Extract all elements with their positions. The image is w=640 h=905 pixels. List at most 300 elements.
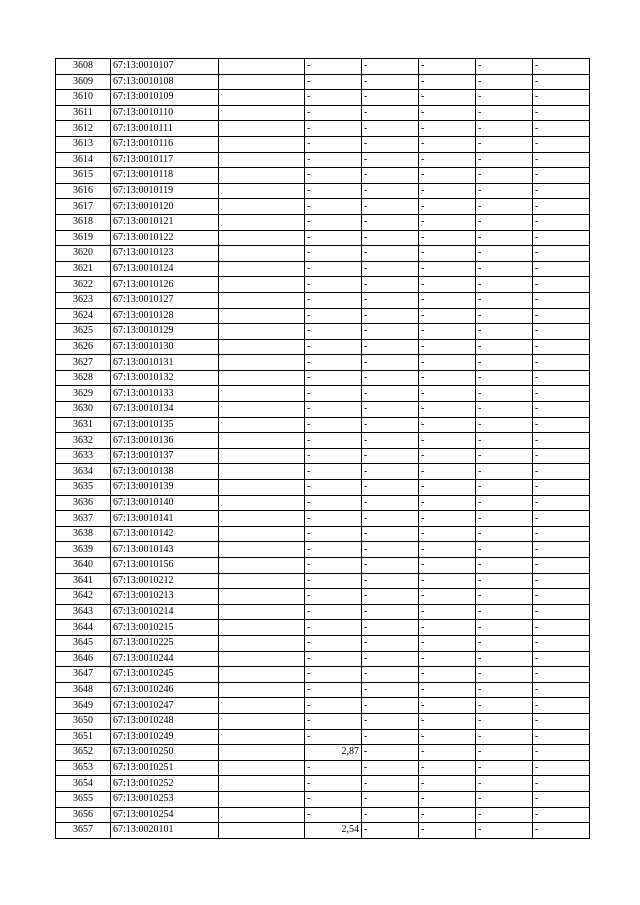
empty-cell xyxy=(219,729,305,745)
row-number-cell: 3639 xyxy=(56,542,111,558)
cadastral-number-cell: 67:13:0010107 xyxy=(111,59,219,75)
value-cell: - xyxy=(362,355,419,371)
table-row xyxy=(56,121,590,137)
value-cell: - xyxy=(533,136,590,152)
row-number-cell: 3638 xyxy=(56,526,111,542)
value-cell: - xyxy=(305,807,362,823)
value-cell: - xyxy=(419,713,476,729)
value-cell: - xyxy=(419,90,476,106)
row-number-cell: 3613 xyxy=(56,136,111,152)
value-cell: - xyxy=(362,183,419,199)
value-cell: - xyxy=(362,246,419,262)
empty-cell xyxy=(219,604,305,620)
row-number-cell: 3623 xyxy=(56,292,111,308)
value-cell: - xyxy=(533,760,590,776)
empty-cell xyxy=(219,433,305,449)
table-row xyxy=(56,573,590,589)
value-cell: - xyxy=(533,199,590,215)
value-cell: - xyxy=(305,791,362,807)
value-cell: - xyxy=(476,558,533,574)
empty-cell xyxy=(219,791,305,807)
value-cell: - xyxy=(305,713,362,729)
empty-cell xyxy=(219,59,305,75)
empty-cell xyxy=(219,417,305,433)
value-cell: - xyxy=(362,324,419,340)
row-number-cell: 3624 xyxy=(56,308,111,324)
value-cell: - xyxy=(362,620,419,636)
empty-cell xyxy=(219,90,305,106)
cadastral-number-cell: 67:13:0010254 xyxy=(111,807,219,823)
cadastral-number-cell: 67:13:0010108 xyxy=(111,74,219,90)
table-row xyxy=(56,511,590,527)
row-number-cell: 3637 xyxy=(56,511,111,527)
empty-cell xyxy=(219,386,305,402)
value-cell: - xyxy=(305,682,362,698)
value-cell: - xyxy=(476,433,533,449)
cadastral-number-cell: 67:13:0010247 xyxy=(111,698,219,714)
empty-cell xyxy=(219,152,305,168)
value-cell: - xyxy=(305,168,362,184)
row-number-cell: 3634 xyxy=(56,464,111,480)
value-cell: - xyxy=(476,230,533,246)
value-cell: - xyxy=(419,324,476,340)
cadastral-number-cell: 67:13:0010120 xyxy=(111,199,219,215)
empty-cell xyxy=(219,230,305,246)
value-cell: - xyxy=(533,433,590,449)
cadastral-number-cell: 67:13:0010130 xyxy=(111,339,219,355)
value-cell: - xyxy=(533,90,590,106)
value-cell: - xyxy=(419,760,476,776)
row-number-cell: 3609 xyxy=(56,74,111,90)
value-cell: - xyxy=(362,589,419,605)
table-row xyxy=(56,464,590,480)
value-cell: - xyxy=(305,729,362,745)
value-cell: - xyxy=(533,324,590,340)
row-number-cell: 3611 xyxy=(56,105,111,121)
value-cell: - xyxy=(476,807,533,823)
empty-cell xyxy=(219,807,305,823)
cadastral-number-cell: 67:13:0010246 xyxy=(111,682,219,698)
cadastral-number-cell: 67:13:0010134 xyxy=(111,402,219,418)
value-cell: - xyxy=(419,277,476,293)
cadastral-number-cell: 67:13:0010156 xyxy=(111,558,219,574)
value-cell: - xyxy=(533,448,590,464)
value-cell: - xyxy=(305,776,362,792)
value-cell: - xyxy=(419,168,476,184)
empty-cell xyxy=(219,667,305,683)
value-cell: - xyxy=(533,464,590,480)
value-cell: - xyxy=(533,105,590,121)
value-cell: - xyxy=(476,589,533,605)
row-number-cell: 3629 xyxy=(56,386,111,402)
table-row xyxy=(56,433,590,449)
value-cell: - xyxy=(476,682,533,698)
empty-cell xyxy=(219,324,305,340)
value-cell: - xyxy=(305,480,362,496)
value-cell: 2,54 xyxy=(305,823,362,839)
value-cell: - xyxy=(419,370,476,386)
row-number-cell: 3614 xyxy=(56,152,111,168)
value-cell: - xyxy=(419,589,476,605)
empty-cell xyxy=(219,651,305,667)
value-cell: - xyxy=(305,417,362,433)
value-cell: - xyxy=(419,292,476,308)
value-cell: - xyxy=(419,59,476,75)
value-cell: - xyxy=(533,791,590,807)
value-cell: - xyxy=(419,776,476,792)
row-number-cell: 3645 xyxy=(56,635,111,651)
value-cell: - xyxy=(419,464,476,480)
row-number-cell: 3627 xyxy=(56,355,111,371)
cadastral-number-cell: 67:13:0010135 xyxy=(111,417,219,433)
empty-cell xyxy=(219,495,305,511)
value-cell: - xyxy=(476,261,533,277)
empty-cell xyxy=(219,713,305,729)
value-cell: - xyxy=(419,667,476,683)
cadastral-number-cell: 67:13:0020101 xyxy=(111,823,219,839)
value-cell: - xyxy=(362,807,419,823)
row-number-cell: 3648 xyxy=(56,682,111,698)
value-cell: - xyxy=(533,713,590,729)
table-row xyxy=(56,558,590,574)
empty-cell xyxy=(219,214,305,230)
value-cell: - xyxy=(476,152,533,168)
row-number-cell: 3628 xyxy=(56,370,111,386)
table-row xyxy=(56,448,590,464)
cadastral-number-cell: 67:13:0010141 xyxy=(111,511,219,527)
empty-cell xyxy=(219,464,305,480)
value-cell: - xyxy=(305,214,362,230)
table-row xyxy=(56,760,590,776)
row-number-cell: 3646 xyxy=(56,651,111,667)
value-cell: - xyxy=(362,370,419,386)
cadastral-number-cell: 67:13:0010143 xyxy=(111,542,219,558)
row-number-cell: 3618 xyxy=(56,214,111,230)
row-number-cell: 3622 xyxy=(56,277,111,293)
cadastral-number-cell: 67:13:0010136 xyxy=(111,433,219,449)
cadastral-number-cell: 67:13:0010137 xyxy=(111,448,219,464)
table-row xyxy=(56,355,590,371)
value-cell: - xyxy=(533,589,590,605)
value-cell: - xyxy=(533,776,590,792)
row-number-cell: 3620 xyxy=(56,246,111,262)
row-number-cell: 3654 xyxy=(56,776,111,792)
value-cell: - xyxy=(419,495,476,511)
value-cell: - xyxy=(533,168,590,184)
empty-cell xyxy=(219,526,305,542)
value-cell: - xyxy=(305,511,362,527)
value-cell: - xyxy=(362,667,419,683)
cadastral-number-cell: 67:13:0010245 xyxy=(111,667,219,683)
value-cell: - xyxy=(533,355,590,371)
table-row xyxy=(56,246,590,262)
value-cell: - xyxy=(476,277,533,293)
cadastral-number-cell: 67:13:0010131 xyxy=(111,355,219,371)
value-cell: - xyxy=(476,308,533,324)
row-number-cell: 3643 xyxy=(56,604,111,620)
table-row xyxy=(56,635,590,651)
row-number-cell: 3653 xyxy=(56,760,111,776)
value-cell: - xyxy=(476,386,533,402)
value-cell: - xyxy=(419,74,476,90)
value-cell: - xyxy=(419,214,476,230)
row-number-cell: 3621 xyxy=(56,261,111,277)
value-cell: - xyxy=(419,526,476,542)
value-cell: - xyxy=(305,448,362,464)
value-cell: - xyxy=(476,292,533,308)
value-cell: - xyxy=(305,573,362,589)
table-row xyxy=(56,698,590,714)
cadastral-number-cell: 67:13:0010123 xyxy=(111,246,219,262)
empty-cell xyxy=(219,589,305,605)
value-cell: - xyxy=(533,386,590,402)
value-cell: - xyxy=(476,729,533,745)
cadastral-number-cell: 67:13:0010244 xyxy=(111,651,219,667)
value-cell: - xyxy=(533,183,590,199)
value-cell: - xyxy=(362,433,419,449)
value-cell: - xyxy=(476,59,533,75)
table-row xyxy=(56,292,590,308)
value-cell: - xyxy=(305,292,362,308)
value-cell: - xyxy=(533,823,590,839)
value-cell: - xyxy=(362,136,419,152)
value-cell: - xyxy=(476,823,533,839)
value-cell: - xyxy=(305,74,362,90)
value-cell: - xyxy=(362,402,419,418)
value-cell: - xyxy=(476,480,533,496)
value-cell: - xyxy=(533,339,590,355)
empty-cell xyxy=(219,121,305,137)
value-cell: - xyxy=(533,480,590,496)
cadastral-number-cell: 67:13:0010248 xyxy=(111,713,219,729)
value-cell: - xyxy=(305,230,362,246)
value-cell: - xyxy=(476,573,533,589)
table-body xyxy=(56,59,590,839)
empty-cell xyxy=(219,261,305,277)
table-row xyxy=(56,105,590,121)
cadastral-number-cell: 67:13:0010121 xyxy=(111,214,219,230)
empty-cell xyxy=(219,776,305,792)
value-cell: - xyxy=(533,402,590,418)
empty-cell xyxy=(219,370,305,386)
value-cell: - xyxy=(533,59,590,75)
empty-cell xyxy=(219,199,305,215)
value-cell: - xyxy=(362,698,419,714)
value-cell: - xyxy=(476,402,533,418)
value-cell: - xyxy=(419,402,476,418)
cadastral-number-cell: 67:13:0010215 xyxy=(111,620,219,636)
value-cell: - xyxy=(476,355,533,371)
value-cell: - xyxy=(476,199,533,215)
value-cell: - xyxy=(476,214,533,230)
cadastral-number-cell: 67:13:0010213 xyxy=(111,589,219,605)
cadastral-number-cell: 67:13:0010225 xyxy=(111,635,219,651)
value-cell: - xyxy=(305,370,362,386)
value-cell: - xyxy=(305,308,362,324)
table-row xyxy=(56,667,590,683)
cadastral-number-cell: 67:13:0010249 xyxy=(111,729,219,745)
value-cell: - xyxy=(533,261,590,277)
value-cell: - xyxy=(476,246,533,262)
value-cell: - xyxy=(419,682,476,698)
value-cell: - xyxy=(533,542,590,558)
row-number-cell: 3651 xyxy=(56,729,111,745)
value-cell: - xyxy=(476,464,533,480)
value-cell: - xyxy=(362,604,419,620)
value-cell: - xyxy=(362,214,419,230)
row-number-cell: 3641 xyxy=(56,573,111,589)
value-cell: - xyxy=(476,667,533,683)
value-cell: - xyxy=(533,573,590,589)
empty-cell xyxy=(219,277,305,293)
value-cell: - xyxy=(305,199,362,215)
value-cell: - xyxy=(419,542,476,558)
value-cell: - xyxy=(362,480,419,496)
value-cell: - xyxy=(419,558,476,574)
value-cell: - xyxy=(362,464,419,480)
value-cell: - xyxy=(476,698,533,714)
value-cell: - xyxy=(533,526,590,542)
value-cell: - xyxy=(305,183,362,199)
value-cell: - xyxy=(419,698,476,714)
row-number-cell: 3610 xyxy=(56,90,111,106)
value-cell: - xyxy=(362,682,419,698)
value-cell: - xyxy=(305,526,362,542)
value-cell: - xyxy=(305,558,362,574)
value-cell: - xyxy=(362,152,419,168)
value-cell: - xyxy=(419,136,476,152)
row-number-cell: 3617 xyxy=(56,199,111,215)
value-cell: - xyxy=(533,651,590,667)
value-cell: - xyxy=(419,620,476,636)
value-cell: - xyxy=(533,807,590,823)
row-number-cell: 3619 xyxy=(56,230,111,246)
value-cell: - xyxy=(476,90,533,106)
value-cell: - xyxy=(305,339,362,355)
value-cell: - xyxy=(305,59,362,75)
value-cell: - xyxy=(362,823,419,839)
value-cell: - xyxy=(419,230,476,246)
cadastral-number-cell: 67:13:0010140 xyxy=(111,495,219,511)
value-cell: - xyxy=(533,308,590,324)
empty-cell xyxy=(219,558,305,574)
value-cell: - xyxy=(305,324,362,340)
table-row xyxy=(56,308,590,324)
value-cell: - xyxy=(419,355,476,371)
cadastral-number-cell: 67:13:0010119 xyxy=(111,183,219,199)
table-row xyxy=(56,230,590,246)
value-cell: - xyxy=(533,230,590,246)
value-cell: - xyxy=(305,667,362,683)
cadastral-number-cell: 67:13:0010116 xyxy=(111,136,219,152)
value-cell: - xyxy=(476,339,533,355)
empty-cell xyxy=(219,105,305,121)
cadastral-number-cell: 67:13:0010133 xyxy=(111,386,219,402)
value-cell: - xyxy=(533,495,590,511)
value-cell: - xyxy=(476,121,533,137)
table-row xyxy=(56,651,590,667)
value-cell: - xyxy=(362,74,419,90)
table-row xyxy=(56,402,590,418)
value-cell: - xyxy=(305,121,362,137)
value-cell: - xyxy=(305,760,362,776)
value-cell: - xyxy=(305,651,362,667)
value-cell: - xyxy=(476,526,533,542)
empty-cell xyxy=(219,448,305,464)
value-cell: - xyxy=(419,386,476,402)
value-cell: - xyxy=(533,558,590,574)
value-cell: - xyxy=(419,791,476,807)
cadastral-number-cell: 67:13:0010122 xyxy=(111,230,219,246)
value-cell: - xyxy=(362,776,419,792)
value-cell: - xyxy=(533,635,590,651)
cadastral-number-cell: 67:13:0010111 xyxy=(111,121,219,137)
value-cell: - xyxy=(533,214,590,230)
value-cell: - xyxy=(305,698,362,714)
value-cell: - xyxy=(476,776,533,792)
cadastral-number-cell: 67:13:0010253 xyxy=(111,791,219,807)
value-cell: - xyxy=(419,604,476,620)
row-number-cell: 3630 xyxy=(56,402,111,418)
empty-cell xyxy=(219,620,305,636)
table-row xyxy=(56,791,590,807)
empty-cell xyxy=(219,74,305,90)
value-cell: - xyxy=(362,791,419,807)
value-cell: - xyxy=(476,791,533,807)
value-cell: - xyxy=(419,448,476,464)
row-number-cell: 3656 xyxy=(56,807,111,823)
value-cell: - xyxy=(419,121,476,137)
empty-cell xyxy=(219,355,305,371)
value-cell: - xyxy=(305,386,362,402)
row-number-cell: 3635 xyxy=(56,480,111,496)
value-cell: - xyxy=(419,729,476,745)
empty-cell xyxy=(219,573,305,589)
table-row xyxy=(56,136,590,152)
value-cell: - xyxy=(305,402,362,418)
value-cell: - xyxy=(533,667,590,683)
row-number-cell: 3608 xyxy=(56,59,111,75)
value-cell: - xyxy=(419,433,476,449)
empty-cell xyxy=(219,183,305,199)
row-number-cell: 3640 xyxy=(56,558,111,574)
value-cell: - xyxy=(362,542,419,558)
value-cell: - xyxy=(362,729,419,745)
row-number-cell: 3615 xyxy=(56,168,111,184)
value-cell: - xyxy=(362,745,419,761)
empty-cell xyxy=(219,136,305,152)
value-cell: - xyxy=(533,246,590,262)
row-number-cell: 3612 xyxy=(56,121,111,137)
row-number-cell: 3657 xyxy=(56,823,111,839)
table-row xyxy=(56,370,590,386)
cadastral-number-cell: 67:13:0010110 xyxy=(111,105,219,121)
value-cell: - xyxy=(533,152,590,168)
table-row xyxy=(56,59,590,75)
table-row xyxy=(56,261,590,277)
value-cell: - xyxy=(362,495,419,511)
value-cell: - xyxy=(476,168,533,184)
value-cell: - xyxy=(362,90,419,106)
value-cell: - xyxy=(305,246,362,262)
value-cell: - xyxy=(362,511,419,527)
table-row xyxy=(56,526,590,542)
value-cell: - xyxy=(476,105,533,121)
value-cell: - xyxy=(305,90,362,106)
value-cell: - xyxy=(305,433,362,449)
empty-cell xyxy=(219,682,305,698)
value-cell: - xyxy=(419,573,476,589)
